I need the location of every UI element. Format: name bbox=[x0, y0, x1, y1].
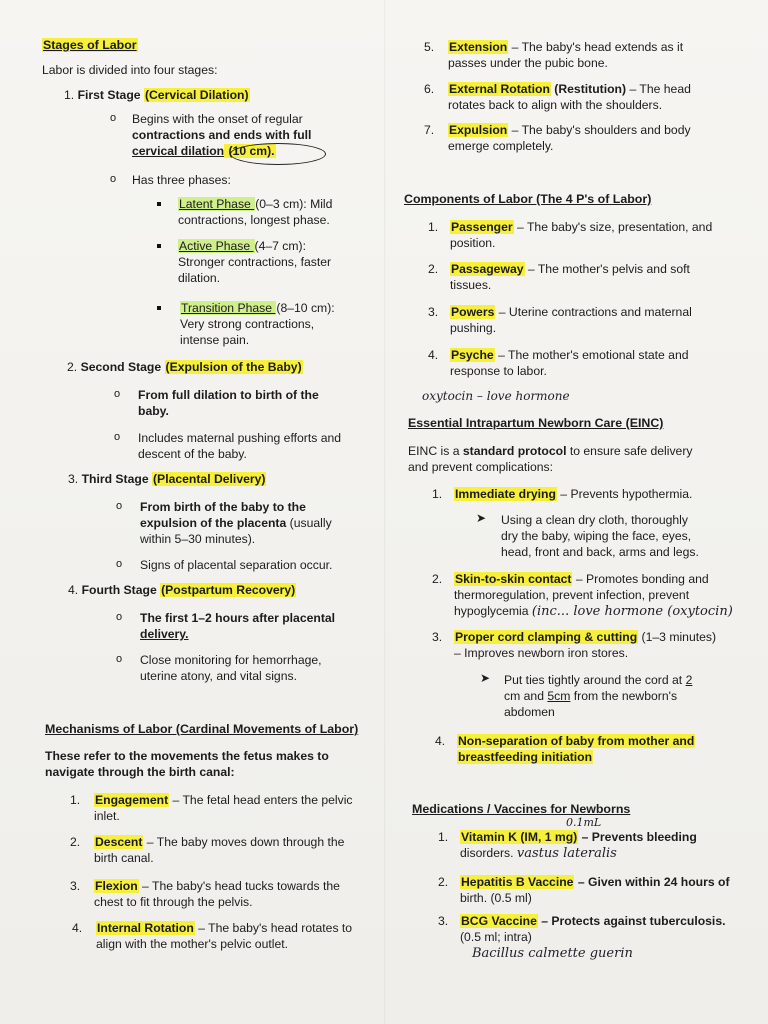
pen-circle-mark bbox=[230, 143, 326, 165]
comp-item-passenger: 1. Passenger – The baby's size, presentation, and position. bbox=[428, 220, 713, 251]
cord-clamping-detail: Put ties tightly around the cord at 2 cm and 5cm from the newborn's abdomen bbox=[504, 673, 693, 720]
arrow-bullet-icon: ➤ bbox=[476, 511, 487, 525]
comp-item-passageway: 2. Passageway – The mother's pelvis and soft tissues. bbox=[428, 262, 690, 293]
einc-item-non-separation: 4. Non-separation of baby from mother and breastfeeding initiation bbox=[435, 734, 695, 765]
stage3-desc1: From birth of the baby to the expulsion of the placenta (usually within 5–30 minutes). bbox=[140, 500, 332, 547]
components-heading: Components of Labor (The 4 P's of Labor) bbox=[404, 192, 652, 206]
active-phase: Active Phase (4–7 cm): Stronger contractions, faster dilation. bbox=[178, 239, 332, 286]
comp-item-psyche: 4. Psyche – The mother's emotional state and response to labor. bbox=[428, 348, 689, 379]
einc-item-cord-clamping: 3. Proper cord clamping & cutting (1–3 minutes) – Improves newborn iron stores. bbox=[432, 630, 717, 661]
stage1-phases-intro: Has three phases: bbox=[132, 173, 231, 187]
stages-heading: Stages of Labor bbox=[43, 38, 137, 52]
mech-item-descent: 2. Descent – The baby moves down through the birth canal. bbox=[70, 835, 345, 866]
einc-heading: Essential Intrapartum Newborn Care (EINC) bbox=[408, 416, 664, 430]
bullet-icon: o bbox=[110, 112, 117, 124]
medications-heading: Medications / Vaccines for Newborns bbox=[412, 802, 631, 816]
transition-phase: Transition Phase (8–10 cm): Very strong contractions, intense pain. bbox=[180, 301, 335, 348]
bullet-icon: o bbox=[114, 431, 121, 443]
stage3-desc2: Signs of placental separation occur. bbox=[140, 558, 333, 572]
fold-crease bbox=[384, 0, 386, 1024]
bullet-icon: o bbox=[110, 173, 117, 185]
stage2-desc2: Includes maternal pushing efforts and descent of the baby. bbox=[138, 431, 342, 462]
mech-item-extension: 5. Extension – The baby's head extends as it passes under the pubic bone. bbox=[424, 40, 684, 71]
latent-phase: Latent Phase (0–3 cm): Mild contractions, longest phase. bbox=[178, 197, 333, 228]
einc-drying-detail: Using a clean dry cloth, thoroughly dry the baby, wiping the face, eyes, head, front and back, arms and legs. bbox=[501, 513, 699, 560]
mechanisms-heading: Mechanisms of Labor (Cardinal Movements of Labor) bbox=[45, 722, 359, 736]
einc-intro: EINC is a standard protocol to ensure safe delivery and prevent complications: bbox=[408, 444, 693, 475]
med-item-bcg: 3. BCG Vaccine – Protects against tuberculosis. (0.5 ml; intra) Bacillus calmette guerin bbox=[438, 914, 726, 962]
med-item-hepatitis-b: 2. Hepatitis B Vaccine – Given within 24 hours of birth. (0.5 ml) bbox=[438, 875, 730, 906]
bullet-icon: o bbox=[116, 500, 123, 512]
mech-item-engagement: 1. Engagement – The fetal head enters the pelvic inlet. bbox=[70, 793, 353, 824]
stage4-title: 4. Fourth Stage (Postpartum Recovery) bbox=[68, 583, 296, 597]
bullet-icon: o bbox=[116, 558, 123, 570]
bullet-icon: o bbox=[116, 653, 123, 665]
bullet-icon: o bbox=[116, 611, 123, 623]
mech-item-external-rotation: 6. External Rotation (Restitution) – The head rotates back to align with the shoulders. bbox=[424, 82, 691, 113]
comp-item-powers: 3. Powers – Uterine contractions and maternal pushing. bbox=[428, 305, 692, 336]
einc-item-skin-to-skin: 2. Skin-to-skin contact – Promotes bonding and thermoregulation, prevent infection, prevent hypoglycemia (inc... love hormone (oxytocin) bbox=[432, 572, 733, 620]
stage2-desc1: From full dilation to birth of the baby. bbox=[138, 388, 319, 419]
bullet-icon: o bbox=[114, 388, 121, 400]
mech-item-flexion: 3. Flexion – The baby's head tucks towards the chest to fit through the pelvis. bbox=[70, 879, 340, 910]
mech-item-internal-rotation: 4. Internal Rotation – The baby's head rotates to align with the mother's pelvic outlet. bbox=[72, 921, 353, 952]
stage1-title: 1. First Stage (Cervical Dilation) bbox=[64, 88, 249, 102]
mechanisms-intro: These refer to the movements the fetus makes to navigate through the birth canal: bbox=[45, 749, 329, 780]
stage3-title: 3. Third Stage (Placental Delivery) bbox=[68, 472, 266, 486]
square-bullet-icon bbox=[157, 306, 161, 310]
square-bullet-icon bbox=[157, 202, 161, 206]
med-item-vitamin-k: 1. Vitamin K (IM, 1 mg) – Prevents bleeding disorders. vastus lateralis bbox=[438, 830, 697, 862]
arrow-bullet-icon: ➤ bbox=[480, 671, 491, 685]
stages-intro: Labor is divided into four stages: bbox=[42, 63, 218, 77]
mech-item-expulsion: 7. Expulsion – The baby's shoulders and body emerge completely. bbox=[424, 123, 691, 154]
square-bullet-icon bbox=[157, 244, 161, 248]
handwritten-oxytocin-note: oxytocin – love hormone bbox=[422, 389, 570, 403]
einc-item-drying: 1. Immediate drying – Prevents hypothermia. bbox=[432, 487, 693, 501]
handwritten-dose-note: 0.1mL bbox=[566, 816, 602, 829]
stage2-title: 2. Second Stage (Expulsion of the Baby) bbox=[67, 360, 302, 374]
stage4-desc1: The first 1–2 hours after placental delivery. bbox=[140, 611, 336, 642]
stage1-desc: Begins with the onset of regular contractions and ends with full cervical dilation (10 cm). bbox=[132, 112, 312, 159]
stage4-desc2: Close monitoring for hemorrhage, uterine atony, and vital signs. bbox=[140, 653, 322, 684]
